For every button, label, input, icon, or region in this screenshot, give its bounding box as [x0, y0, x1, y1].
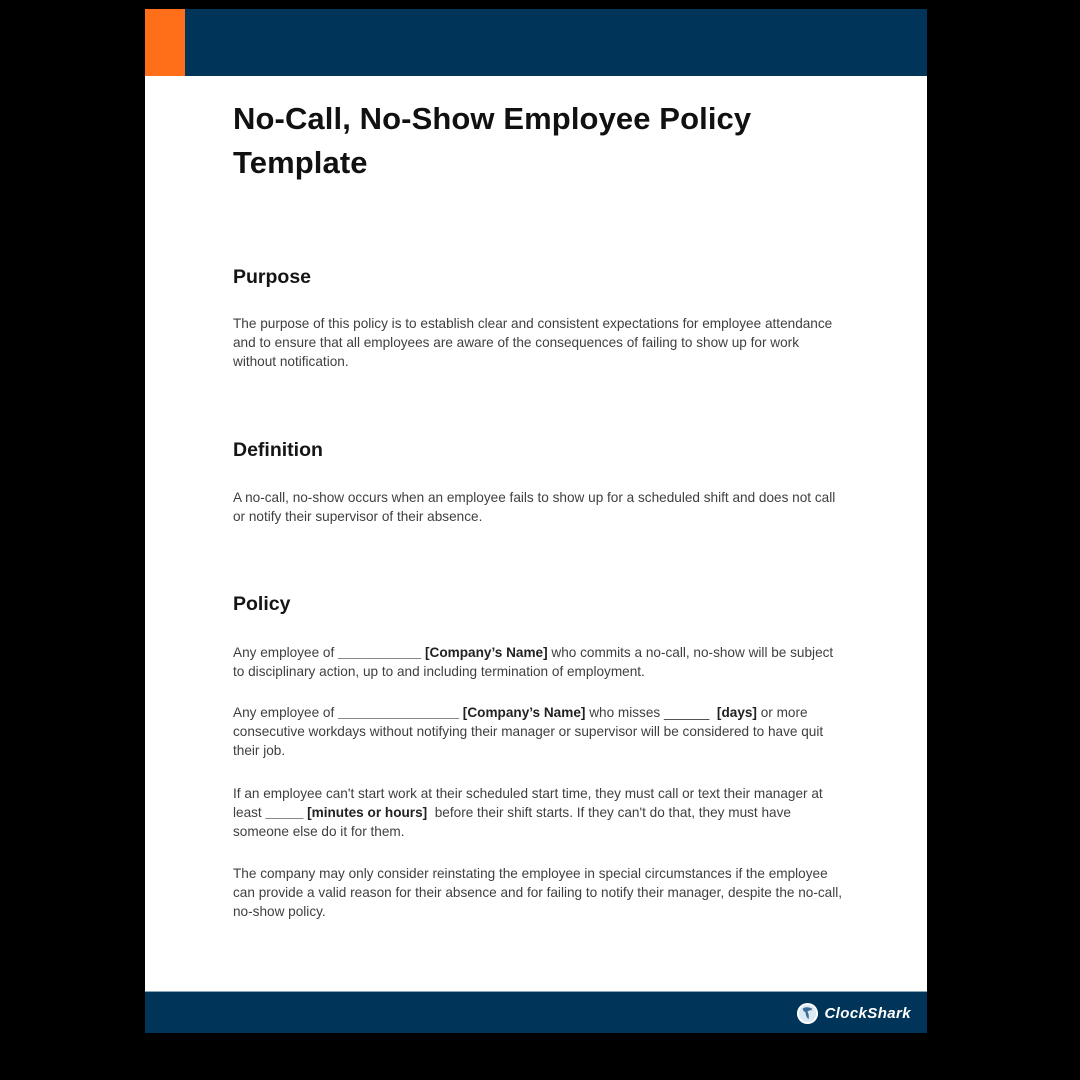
text-segment: who commits a no-call, no-show will be subject to disciplinary action, up to and including termination of employment.: [233, 645, 834, 680]
placeholder-days: [days]: [716, 705, 757, 720]
placeholder-company-name: [Company’s Name]: [425, 645, 548, 660]
text-segment: If an employee can't start work at their scheduled start time, they must call or text their manager at least: [233, 786, 823, 821]
purpose-paragraph: The purpose of this policy is to establish clear and consistent expectations for employee attendance and to ensure that all employees are aware of the consequences of failing to show up for work without notification.: [233, 316, 833, 370]
fill-in-blank: ______: [663, 705, 710, 720]
header-orange-accent: [145, 9, 185, 76]
section-heading-policy: Policy: [233, 593, 291, 615]
policy-paragraph-termination: [233, 643, 845, 681]
definition-paragraph: A no-call, no-show occurs when an employee fails to show up for a scheduled shift and does not call or notify their supervisor of their absence.: [233, 490, 836, 525]
document-page: [145, 9, 927, 1033]
footer-band: [145, 991, 927, 1033]
policy-paragraph-reinstatement: The company may only consider reinstating the employee in special circumstances if the employee can provide a valid reason for their absence and for failing to notify their manager, despite the no-call, no-show policy.: [233, 866, 843, 920]
document-title: No-Call, No-Show Employee Policy Template: [233, 101, 752, 180]
fill-in-blank: ___________: [338, 645, 422, 660]
section-heading-purpose: Purpose: [233, 266, 312, 288]
document-content: [233, 97, 843, 920]
text-segment: before their shift starts. If they can't do that, they must have someone else do it for them.: [233, 805, 795, 840]
text-segment: who misses: [585, 705, 664, 720]
text-segment: or more consecutive workdays without notifying their manager or supervisor will be considered to have quit their job.: [233, 705, 824, 759]
shark-globe-logo-icon: [796, 1002, 819, 1025]
brand-logo-lockup: [796, 1002, 911, 1025]
fill-in-blank: _____: [265, 805, 304, 821]
text-segment: Any employee of: [233, 705, 339, 720]
policy-paragraph-job-abandonment: [233, 703, 845, 761]
placeholder-company-name: [Company’s Name]: [462, 705, 586, 720]
policy-paragraph-notice: [233, 784, 845, 842]
header-band: [145, 9, 927, 76]
section-heading-definition: Definition: [233, 439, 323, 461]
text-segment: Any employee of: [233, 645, 339, 660]
brand-name: ClockShark: [824, 1005, 911, 1022]
fill-in-blank: ________________: [338, 705, 460, 720]
placeholder-minutes-or-hours: [minutes or hours]: [307, 805, 428, 821]
